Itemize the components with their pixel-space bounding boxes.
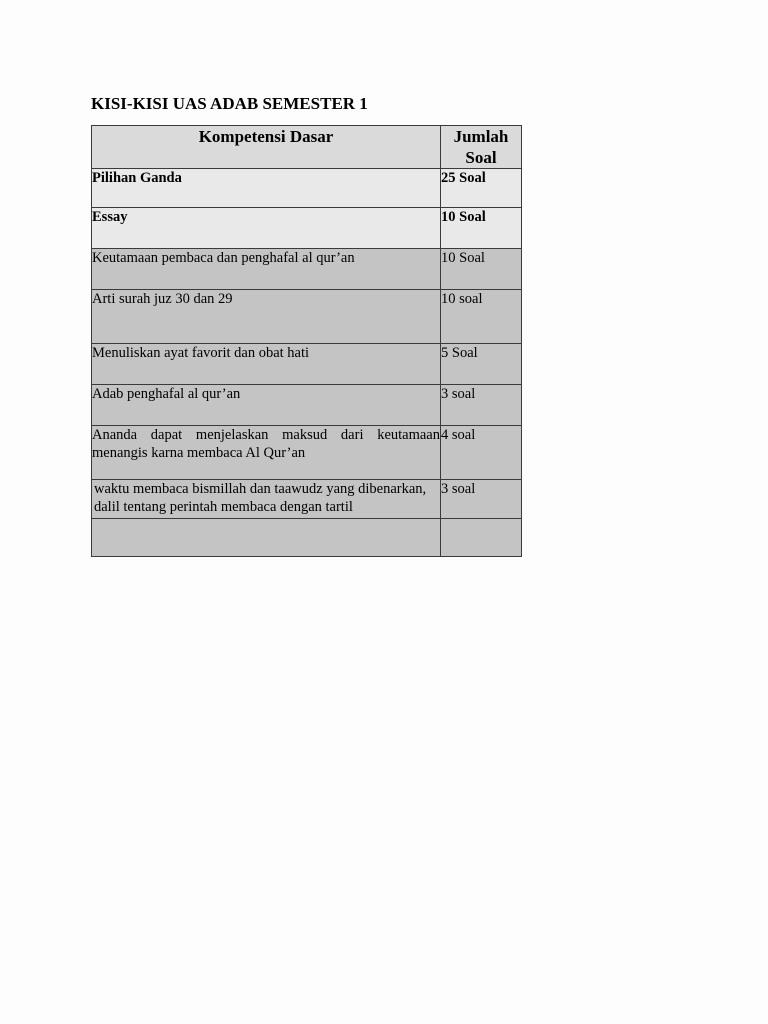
cell-jumlah xyxy=(441,519,522,557)
cell-jumlah: 3 soal xyxy=(441,480,522,519)
cell-jumlah: 10 soal xyxy=(441,290,522,344)
kisi-kisi-table xyxy=(91,125,522,557)
cell-jumlah: 10 Soal xyxy=(441,249,522,290)
cell-jumlah: 25 Soal xyxy=(441,169,522,208)
header-jumlah-soal: Jumlah Soal xyxy=(441,126,522,169)
cell-kompetensi: Pilihan Ganda xyxy=(92,169,441,208)
cell-jumlah: 3 soal xyxy=(441,385,522,426)
table-header-row xyxy=(92,126,522,169)
cell-jumlah: 10 Soal xyxy=(441,208,522,249)
cell-kompetensi: Arti surah juz 30 dan 29 xyxy=(92,290,441,344)
table-row xyxy=(92,480,522,519)
table-row xyxy=(92,208,522,249)
cell-kompetensi: Adab penghafal al qur’an xyxy=(92,385,441,426)
table-row xyxy=(92,426,522,480)
cell-jumlah: 5 Soal xyxy=(441,344,522,385)
table-row xyxy=(92,344,522,385)
cell-kompetensi: Menuliskan ayat favorit dan obat hati xyxy=(92,344,441,385)
cell-jumlah: 4 soal xyxy=(441,426,522,480)
table-row xyxy=(92,519,522,557)
document-title: KISI-KISI UAS ADAB SEMESTER 1 xyxy=(91,94,368,113)
cell-kompetensi: waktu membaca bismillah dan taawudz yang dibenarkan, dalil tentang perintah membaca dengan tartil xyxy=(92,480,441,519)
header-kompetensi-dasar: Kompetensi Dasar xyxy=(92,126,441,169)
table-row xyxy=(92,290,522,344)
table-row xyxy=(92,169,522,208)
cell-kompetensi: Ananda dapat menjelaskan maksud dari keutamaan menangis karna membaca Al Qur’an xyxy=(92,426,441,480)
table-row xyxy=(92,249,522,290)
table-row xyxy=(92,385,522,426)
cell-kompetensi: Essay xyxy=(92,208,441,249)
cell-kompetensi: Keutamaan pembaca dan penghafal al qur’an xyxy=(92,249,441,290)
cell-kompetensi xyxy=(92,519,441,557)
